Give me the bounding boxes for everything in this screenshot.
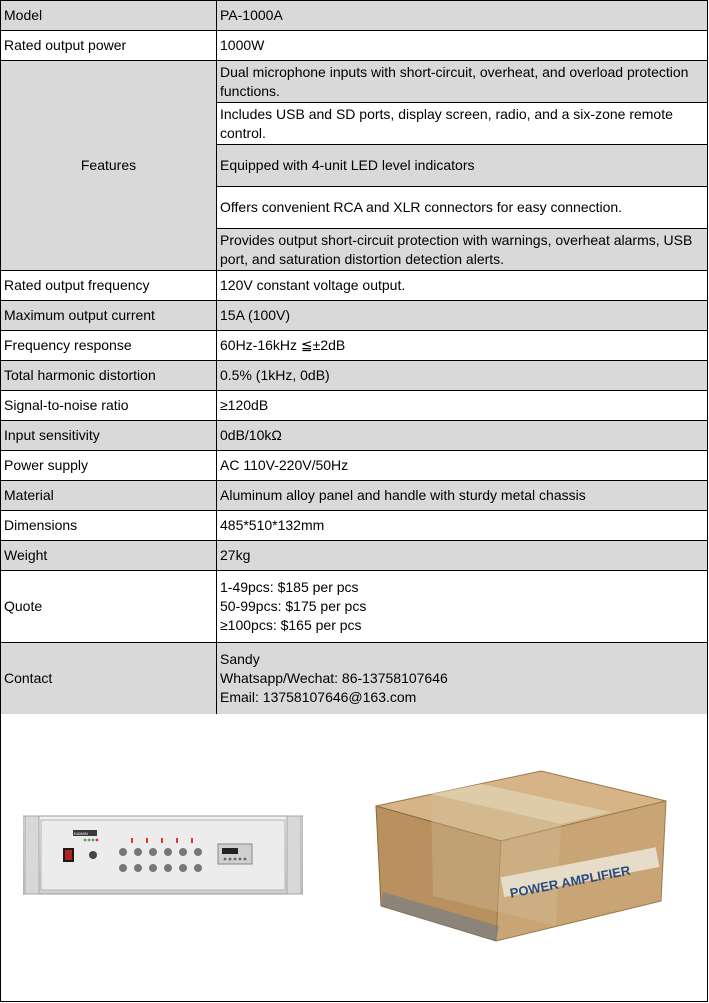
row-value: 15A (100V) [217,301,708,331]
contact-label: Contact [1,643,217,715]
table-row [1,271,708,301]
row-label: Frequency response [1,331,217,361]
feature-item: Equipped with 4-unit LED level indicators [217,145,708,187]
contact-whatsapp: Whatsapp/Wechat: 86-13758107646 [220,670,448,686]
quote-line: ≥100pcs: $165 per pcs [220,617,362,633]
feature-item: Includes USB and SD ports, display screen, radio, and a six-zone remote control. [217,103,708,145]
quote-line: 50-99pcs: $175 per pcs [220,598,367,614]
feature-item: Offers convenient RCA and XLR connectors for easy connection. [217,187,708,229]
table-row [1,421,708,451]
contact-row [1,643,708,715]
table-row [1,301,708,331]
table-row [1,361,708,391]
brand-label: KAIMIN [74,831,88,836]
row-label: Maximum output current [1,301,217,331]
row-value: 1000W [217,31,708,61]
table-row [1,391,708,421]
quote-line: 1-49pcs: $185 per pcs [220,579,359,595]
table-row [1,331,708,361]
row-label: Total harmonic distortion [1,361,217,391]
table-row [1,541,708,571]
row-value: 120V constant voltage output. [217,271,708,301]
row-value: ≥120dB [217,391,708,421]
table-row [1,481,708,511]
row-label: Material [1,481,217,511]
contact-lines [217,643,708,715]
row-label: Input sensitivity [1,421,217,451]
contact-email: Email: 13758107646@163.com [220,689,417,705]
feature-item: Provides output short-circuit protection with warnings, overheat alarms, USB port, and saturation distortion detection alerts. [217,229,708,271]
table-row [1,1,708,31]
row-value: 485*510*132mm [217,511,708,541]
product-photos [0,714,708,1002]
table-row [1,451,708,481]
row-value: 0.5% (1kHz, 0dB) [217,361,708,391]
row-label: Rated output power [1,31,217,61]
table-row [1,31,708,61]
table-row [1,511,708,541]
row-label: Dimensions [1,511,217,541]
row-value: Aluminum alloy panel and handle with sturdy metal chassis [217,481,708,511]
row-value: PA-1000A [217,1,708,31]
row-value: 0dB/10kΩ [217,421,708,451]
contact-name: Sandy [220,651,260,667]
quote-row [1,571,708,643]
row-label: Rated output frequency [1,271,217,301]
quote-label: Quote [1,571,217,643]
feature-row [1,61,708,103]
feature-item: Dual microphone inputs with short-circuit, overheat, and overload protection functions. [217,61,708,103]
packaging-box-photo [371,766,671,946]
quote-lines [217,571,708,643]
row-label: Signal-to-noise ratio [1,391,217,421]
row-value: 27kg [217,541,708,571]
row-value: 60Hz-16kHz ≦±2dB [217,331,708,361]
box-print-text: POWER AMPLIFIER [508,862,632,901]
row-label: Weight [1,541,217,571]
row-value: AC 110V-220V/50Hz [217,451,708,481]
amplifier-front-panel-photo [23,810,303,900]
row-label: Power supply [1,451,217,481]
features-label: Features [1,61,217,271]
row-label: Model [1,1,217,31]
